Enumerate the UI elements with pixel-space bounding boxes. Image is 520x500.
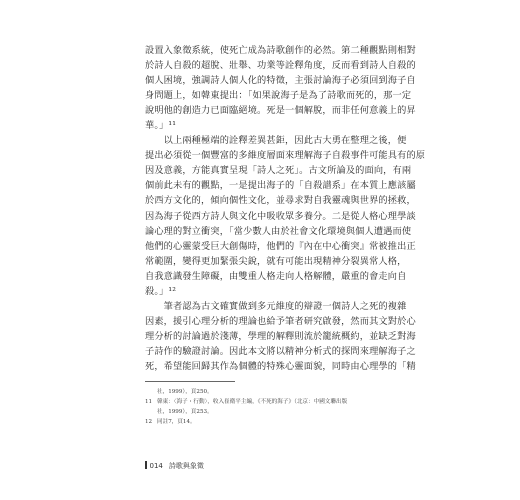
footnote-text: 同註7，頁14。 [157, 419, 196, 425]
text-line: 自我意識發生障礙，由雙重人格走向人格解體，嚴重的會走向自 [145, 270, 407, 282]
body-text [145, 43, 426, 374]
book-title: 詩歌與象徵 [168, 462, 204, 470]
footnote-11 [145, 397, 388, 407]
text-line: 提出必須從一個豐富的多維度層面來理解海子自殺事件可能具有的原 [145, 150, 426, 162]
text-line: 華。」¹¹ [145, 120, 177, 132]
footnote-text: 社，1999），頁250。 [157, 389, 213, 395]
footnote-text: 社，1999），頁253。 [157, 409, 213, 415]
text-line: 論心理的對立衝突，「當少數人由於社會文化環境與個人遭遇而使 [145, 225, 412, 237]
footnotes [145, 387, 388, 427]
text-line: 個前此未有的觀點，一是提出海子的「自殺譜系」在本質上應該屬 [145, 180, 416, 192]
paragraph-1 [145, 43, 416, 133]
footnote-divider [145, 381, 235, 382]
text-line: 他們的心靈蒙受巨大創傷時，他們的『內在中心衝突』常被推出正 [145, 240, 416, 252]
text-line: 子詩作的驗證討論。因此本文將以精神分析式的探問來理解海子之 [145, 345, 416, 357]
paragraph-2 [145, 133, 426, 299]
footnote-text: 韓東：〈海子・行動〉，收入崔衛平主編，《不死的海子》（北京：中國文聯出版 [157, 399, 348, 405]
footnote-number: 11 [145, 399, 153, 405]
text-line: 因素，援引心理分析的理論也給予筆者研究啟發，然而其文對於心 [145, 315, 416, 327]
footnote-number: 12 [145, 419, 153, 425]
text-line: 設置入象徵系統，使死亡成為詩歌創作的必然。第二種觀點則相對 [145, 45, 416, 56]
text-line: 因為海子從西方詩人與文化中吸收眾多養分。二是從人格心理學談 [145, 210, 416, 222]
paragraph-3 [145, 299, 416, 374]
footnote-12 [145, 417, 388, 427]
folio-bar [145, 461, 147, 469]
text-line: 身問題上，如韓東提出：「如果說海子是為了詩歌而死的，那一定 [145, 90, 412, 102]
footnote-continuation [145, 387, 388, 397]
text-line: 個人困境，強調詩人個人化的特徵，主張討論海子必須回到海子自 [145, 75, 416, 87]
text-line: 於詩人自殺的超脫、壯舉、功業等詮釋角度，反而看到詩人自殺的 [145, 60, 416, 72]
text-line: 因及意義，方能真實呈現「詩人之死」。古文所論及的面向，有兩 [145, 165, 412, 177]
footnote-11-continuation [145, 407, 388, 417]
text-line: 理分析的討論過於淺薄，學理的解釋則流於籠統概約，並缺乏對海 [145, 330, 416, 342]
text-line: 常範圍，變得更加緊張尖銳，就有可能出現精神分裂異常人格， [145, 255, 407, 267]
text-line: 以上兩種極端的詮釋差異甚鉅，因此古大勇在整理之後，便 [145, 135, 407, 147]
text-line: 筆者認為古文確實做到多元維度的辯證一個詩人之死的複雜 [145, 300, 407, 312]
text-line: 於西方文化的，傾向個性文化，並尋求對自我靈魂與世界的拯救， [145, 195, 416, 207]
page-footer [145, 461, 204, 471]
page-number: 014 [149, 462, 163, 470]
text-line: 死，希望能回歸其作為個體的特殊心靈面貌，同時由心理學的「精 [145, 360, 416, 372]
text-line: 說明他的創造力已面臨絕境。死是一個解脫，而非任何意義上的昇 [145, 105, 416, 117]
text-line: 殺。」¹² [145, 285, 177, 297]
